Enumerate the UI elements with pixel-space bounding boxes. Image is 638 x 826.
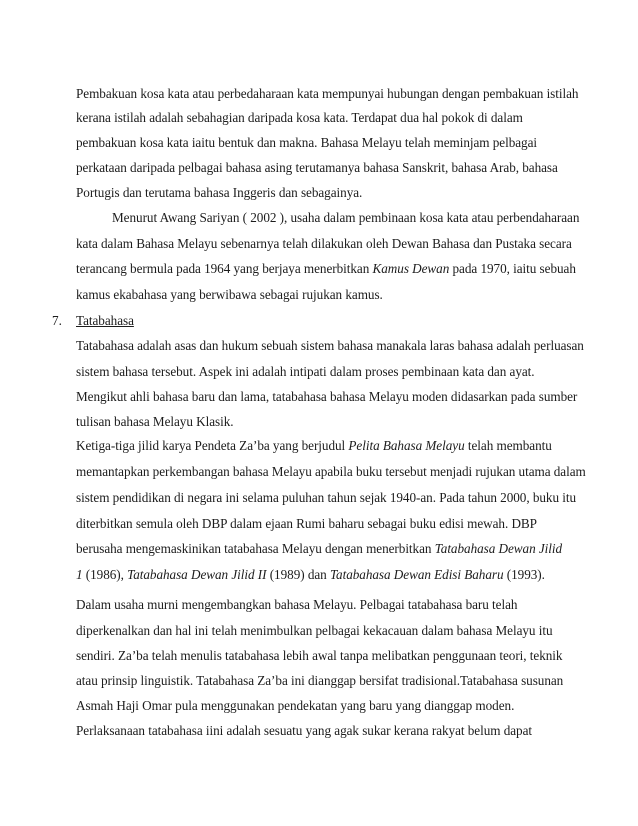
para4-line-1: Ketiga-tiga jilid karya Pendeta Za’ba yang berjudul Pelita Bahasa Melayu telah membantu <box>76 438 552 453</box>
book-title-tatabahasa-dewan-edisi-baharu: Tatabahasa Dewan Edisi Baharu <box>329 567 504 582</box>
para1-line-2: kerana istilah adalah sebahagian daripada kosa kata. Terdapat dua hal pokok di dalam <box>76 110 523 125</box>
para5-line-2: diperkenalkan dan hal ini telah menimbulkan pelbagai kekacauan dalam bahasa Melayu itu <box>76 623 553 638</box>
para4-line-2: memantapkan perkembangan bahasa Melayu apabila buku tersebut menjadi rujukan utama dalam <box>76 464 586 479</box>
para3-line-1: Tatabahasa adalah asas dan hukum sebuah sistem bahasa manakala laras bahasa adalah perluasan <box>76 338 584 353</box>
para1-line-3: pembakuan kosa kata iaitu bentuk dan makna. Bahasa Melayu telah meminjam pelbagai <box>76 135 538 150</box>
section-heading: Tatabahasa <box>76 313 134 328</box>
para5-line-5: Asmah Haji Omar pula menggunakan pendekatan yang baru yang dianggap moden. <box>76 698 515 713</box>
section-number: 7. <box>52 313 62 328</box>
para2-line-1: Menurut Awang Sariyan ( 2002 ), usaha dalam pembinaan kosa kata atau perbendaharaan <box>112 210 580 225</box>
para3-line-3: Mengikut ahli bahasa baru dan lama, tatabahasa bahasa Melayu moden didasarkan pada sumber <box>76 389 578 404</box>
para4-line-6: 1 (1986), Tatabahasa Dewan Jilid II (1989) dan Tatabahasa Dewan Edisi Baharu (1993). <box>76 567 545 582</box>
para3-line-4: tulisan bahasa Melayu Klasik. <box>76 414 234 429</box>
para4-line-3: sistem pendidikan di negara ini selama puluhan tahun sejak 1940-an. Pada tahun 2000, buku itu <box>76 490 577 505</box>
book-title-tatabahasa-dewan-jilid-ii: Tatabahasa Dewan Jilid II <box>127 567 267 582</box>
book-title-pelita-bahasa-melayu: Pelita Bahasa Melayu <box>348 438 465 453</box>
para1-line-5: Portugis dan terutama bahasa Inggeris dan sebagainya. <box>76 185 363 200</box>
para2-line-4: kamus ekabahasa yang berwibawa sebagai rujukan kamus. <box>76 287 383 302</box>
para5-line-4: atau prinsip linguistik. Tatabahasa Za’ba ini dianggap bersifat tradisional.Tatabahasa susunan <box>76 673 564 688</box>
para3-line-2: sistem bahasa tersebut. Aspek ini adalah intipati dalam proses pembinaan kata dan ayat. <box>76 364 535 379</box>
para2-line-3: terancang bermula pada 1964 yang berjaya menerbitkan Kamus Dewan pada 1970, iaitu sebuah <box>76 261 576 276</box>
para5-line-6: Perlaksanaan tatabahasa iini adalah sesuatu yang agak sukar kerana rakyat belum dapat <box>76 723 533 738</box>
para2-line-2: kata dalam Bahasa Melayu sebenarnya telah dilakukan oleh Dewan Bahasa dan Pustaka secara <box>76 236 572 251</box>
book-title-tatabahasa-dewan-jilid: Tatabahasa Dewan Jilid <box>434 541 563 556</box>
para4-line-5: berusaha mengemaskinikan tatabahasa Melayu dengan menerbitkan Tatabahasa Dewan Jilid <box>76 541 563 556</box>
para5-line-3: sendiri. Za’ba telah menulis tatabahasa lebih awal tanpa melibatkan penggunaan teori, teknik <box>76 648 563 663</box>
para1-line-4: perkataan daripada pelbagai bahasa asing terutamanya bahasa Sanskrit, bahasa Arab, bahasa <box>76 160 558 175</box>
para1-line-1: Pembakuan kosa kata atau perbedaharaan kata mempunyai hubungan dengan pembakuan istilah <box>76 86 579 101</box>
book-title-kamus-dewan: Kamus Dewan <box>372 261 450 276</box>
para5-line-1: Dalam usaha murni mengembangkan bahasa Melayu. Pelbagai tatabahasa baru telah <box>76 597 518 612</box>
para4-line-4: diterbitkan semula oleh DBP dalam ejaan Rumi baharu sebagai buku edisi mewah. DBP <box>76 516 537 531</box>
